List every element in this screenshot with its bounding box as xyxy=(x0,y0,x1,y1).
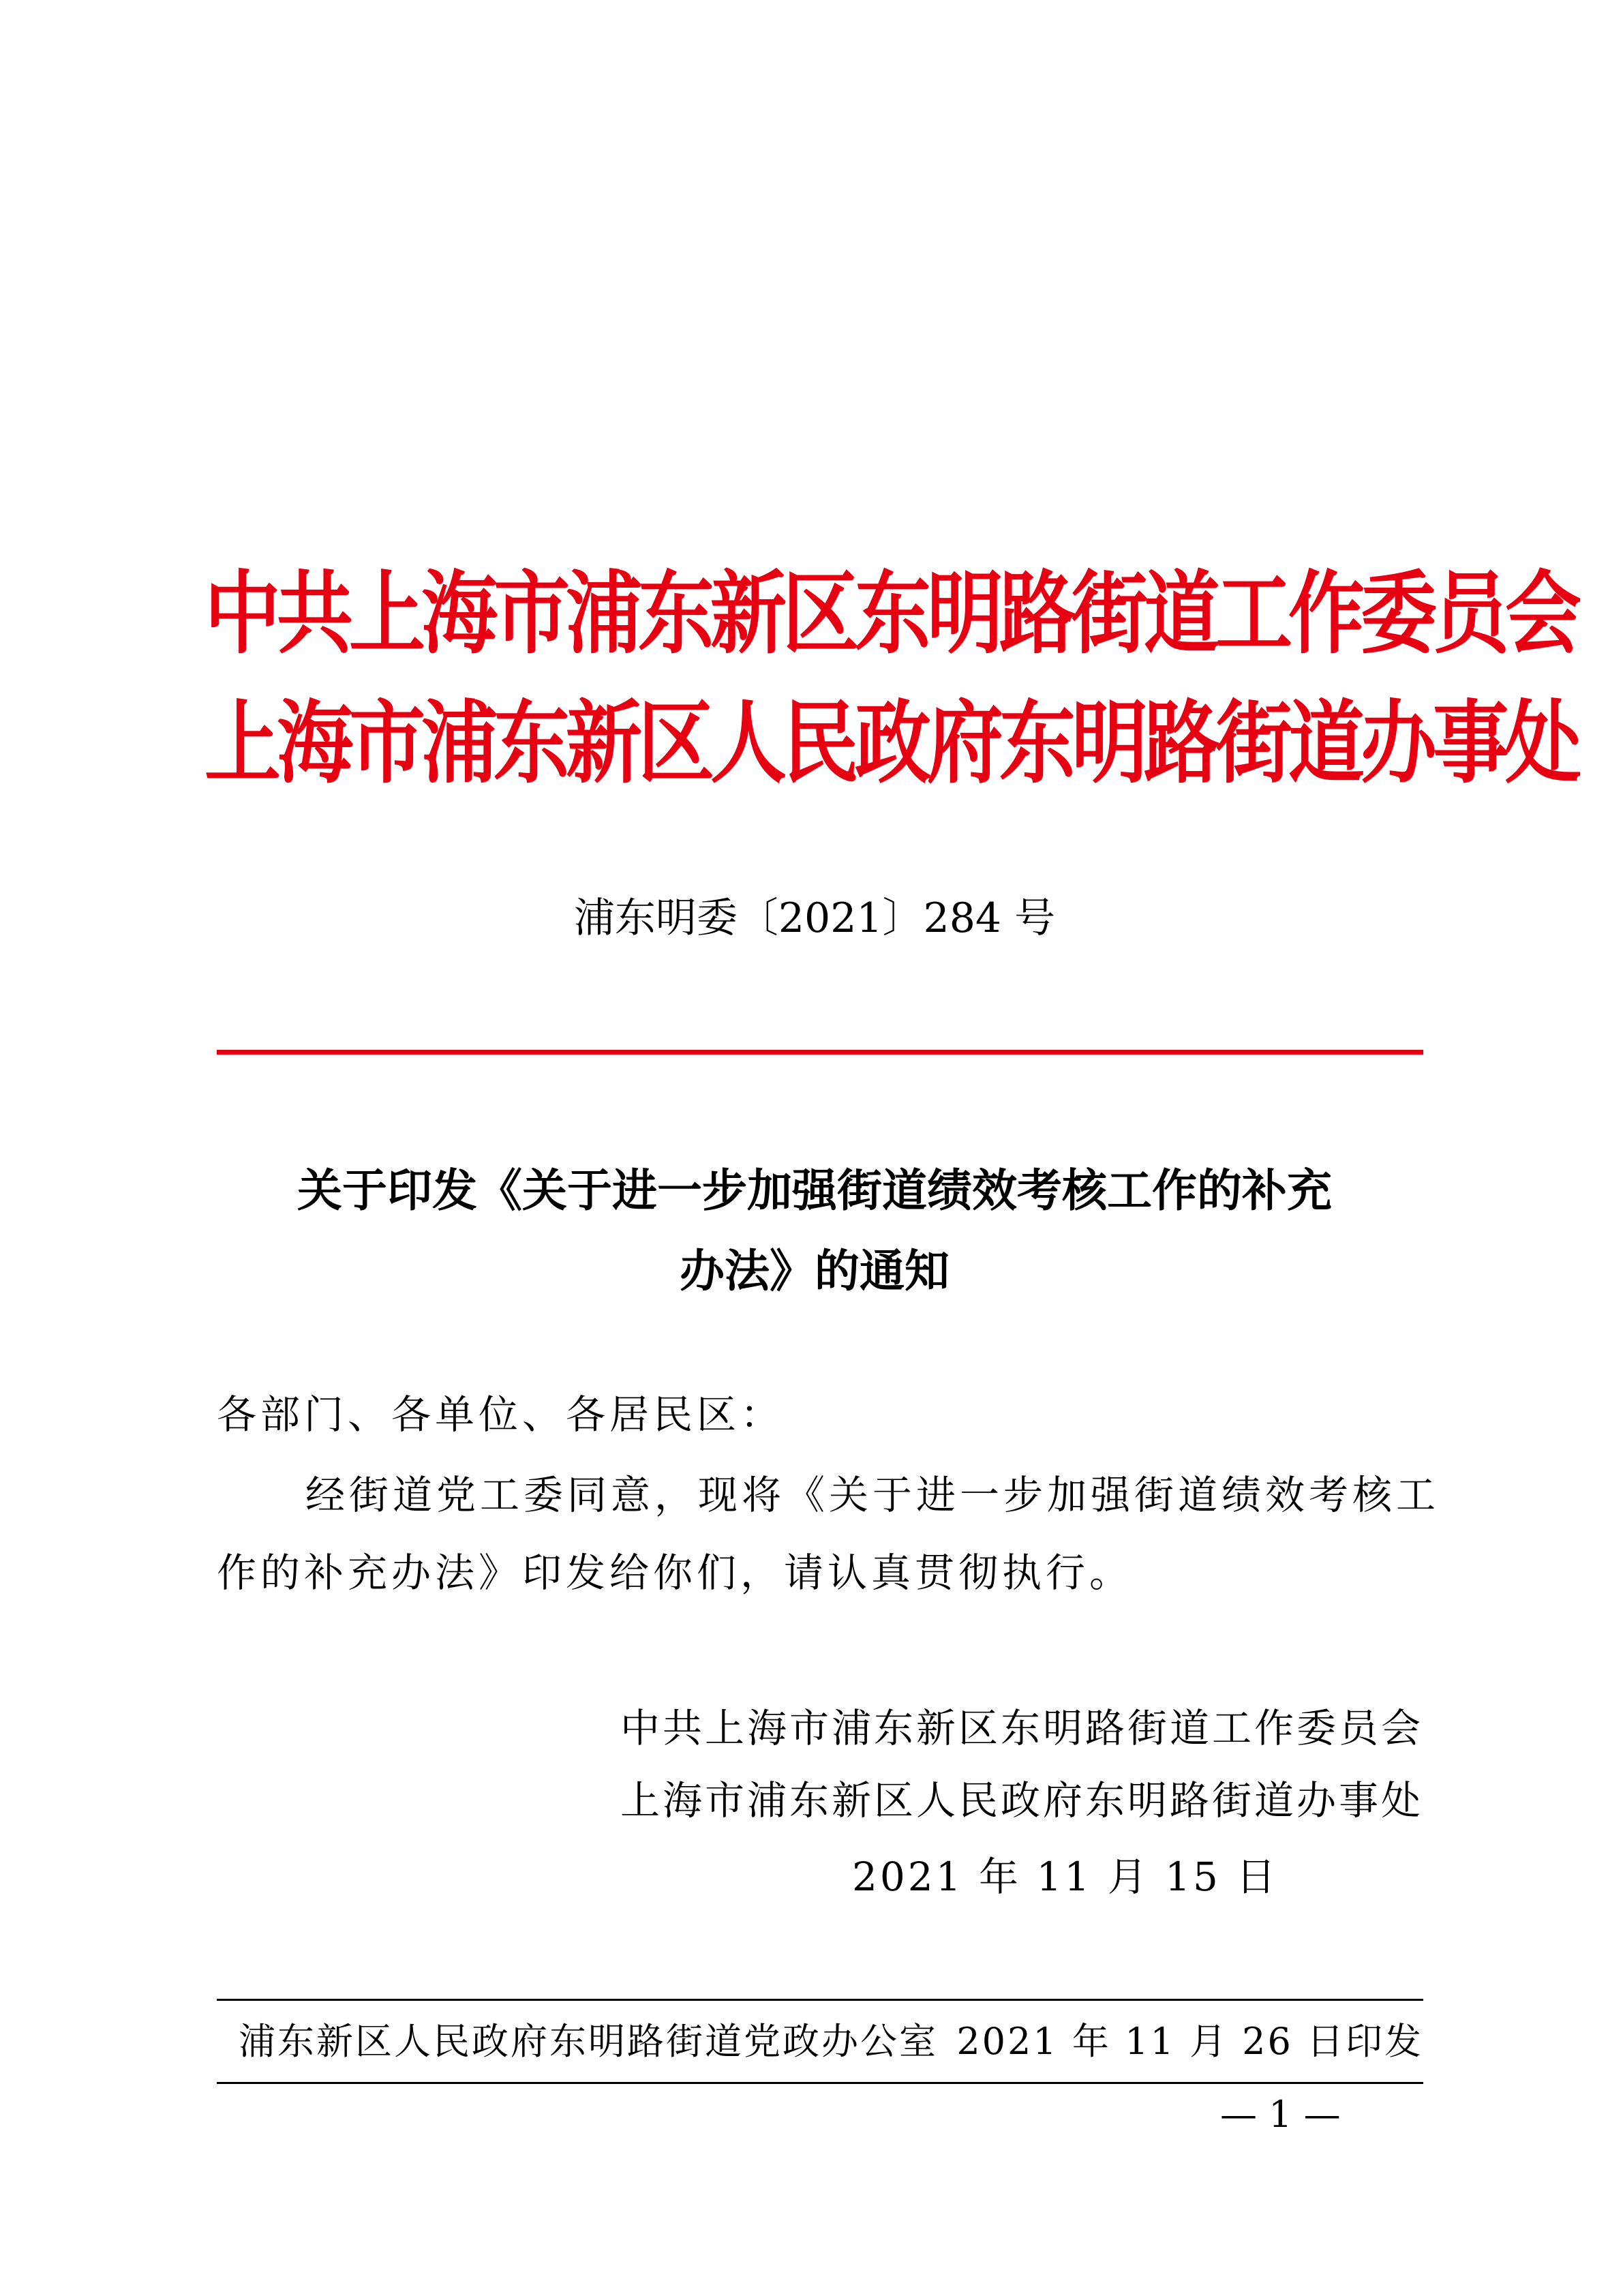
header-org-line-1: 中共上海市浦东新区东明路街道工作委员会 xyxy=(204,562,1577,667)
footer-issuer: 浦东新区人民政府东明路街道党政办公室 xyxy=(239,2020,938,2063)
document-title-line-1: 关于印发《关于进一步加强街道绩效考核工作的补充 xyxy=(297,1164,1332,1217)
body-line-2: 作的补充办法》印发给你们，请认真贯彻执行。 xyxy=(217,1550,1134,1596)
document-title xyxy=(204,1151,1425,1312)
document-title-line-2: 办法》的通知 xyxy=(680,1245,950,1297)
body-line-1: 经街道党工委同意，现将《关于进一步加强街道绩效考核工 xyxy=(305,1472,1440,1518)
footer-bottom-rule xyxy=(217,2082,1423,2084)
body-paragraph xyxy=(217,1456,1440,1612)
red-divider xyxy=(217,1050,1423,1055)
signature-date: 2021 年 11 月 15 日 xyxy=(852,1854,1279,1900)
footer-top-rule xyxy=(217,1999,1423,2001)
signature-org-1: 中共上海市浦东新区东明路街道工作委员会 xyxy=(620,1705,1423,1751)
page-number: — 1 — xyxy=(1220,2093,1341,2136)
footer-issue-date: 2021 年 11 月 26 日印发 xyxy=(956,2020,1423,2063)
header-org-line-2: 上海市浦东新区人民政府东明路街道办事处 xyxy=(204,691,1577,796)
document-number: 浦东明委〔2021〕284 号 xyxy=(573,894,1056,942)
salutation: 各部门、各单位、各居民区： xyxy=(217,1391,785,1438)
signature-org-2: 上海市浦东新区人民政府东明路街道办事处 xyxy=(620,1777,1423,1824)
